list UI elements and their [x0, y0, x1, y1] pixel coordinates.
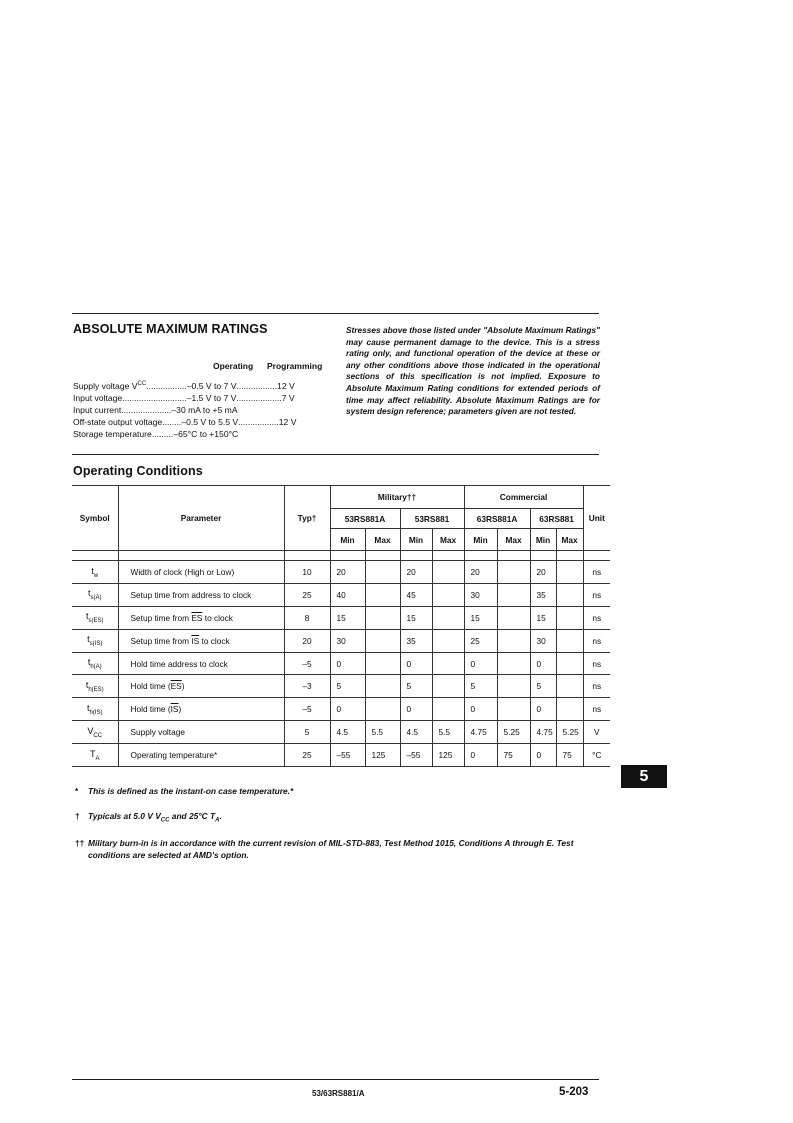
- table-row: [72, 629, 610, 652]
- value-cell: [365, 629, 400, 652]
- parameter-cell: Hold time $(\overline{IS})$: [118, 698, 284, 721]
- amr-row: [73, 393, 335, 403]
- value-cell: 0: [530, 698, 556, 721]
- unit-cell: °C: [583, 744, 610, 767]
- value-cell: [497, 652, 530, 675]
- value-cell: [556, 606, 583, 629]
- col-min: Min: [400, 529, 432, 551]
- value-cell: 5.25: [556, 721, 583, 744]
- col-unit: Unit: [583, 486, 610, 551]
- amr-programming-value: 12 V: [278, 417, 297, 427]
- amr-label: Storage temperature: [73, 429, 152, 439]
- col-53rs881: 53RS881: [400, 509, 464, 529]
- value-cell: –55: [400, 744, 432, 767]
- parameter-cell: Setup time from $\overline{ES}$ to clock: [118, 606, 284, 629]
- value-cell: 5: [330, 675, 365, 698]
- symbol-cell: $t_{s(IS)}$: [72, 629, 118, 652]
- col-military: Military††: [330, 486, 464, 509]
- col-min: Min: [530, 529, 556, 551]
- value-cell: 0: [400, 652, 432, 675]
- value-cell: 15: [464, 606, 497, 629]
- stress-note: Stresses above those listed under "Absolute Maximum Ratings" may cause permanent damage to the device. This is a stress rating only, and functional operation of the device at these or any other conditions above those indicated in the operational sections of this specification is not implied. Exposure to Absolute Maximum Rating conditions for extended periods of time may affect reliability. Absolute Maximum Ratings are for system design reference; parameters given are not tested.: [346, 325, 600, 417]
- typ-cell: –5: [284, 652, 330, 675]
- symbol-cell: $t_w$: [72, 561, 118, 584]
- value-cell: 0: [400, 698, 432, 721]
- parameter-cell: Hold time address to clock: [118, 652, 284, 675]
- note-2: [75, 811, 222, 824]
- symbol-cell: $t_{h(ES)}$: [72, 675, 118, 698]
- oc-title: Operating Conditions: [73, 464, 203, 478]
- value-cell: 5.25: [497, 721, 530, 744]
- section-rule: [72, 454, 599, 455]
- amr-dots: ...................: [236, 393, 282, 403]
- value-cell: 0: [530, 652, 556, 675]
- typ-cell: –5: [284, 698, 330, 721]
- value-cell: [556, 629, 583, 652]
- value-cell: [497, 606, 530, 629]
- value-cell: 5.5: [432, 721, 464, 744]
- symbol-cell: $t_{s(A)}$: [72, 583, 118, 606]
- amr-row: [73, 417, 335, 427]
- value-cell: [556, 698, 583, 721]
- value-cell: 0: [330, 652, 365, 675]
- table-row: [72, 583, 610, 606]
- value-cell: [365, 583, 400, 606]
- value-cell: 5: [530, 675, 556, 698]
- value-cell: [365, 652, 400, 675]
- col-53rs881a: 53RS881A: [330, 509, 400, 529]
- table-row: [72, 721, 610, 744]
- unit-cell: ns: [583, 675, 610, 698]
- table-row: [72, 652, 610, 675]
- amr-label: Off-state output voltage: [73, 417, 163, 427]
- value-cell: [365, 606, 400, 629]
- value-cell: 4.75: [464, 721, 497, 744]
- value-cell: [432, 675, 464, 698]
- value-cell: [432, 652, 464, 675]
- unit-cell: ns: [583, 583, 610, 606]
- note-2-text-a: Typicals at 5.0 V V: [88, 811, 161, 821]
- amr-label-sub: CC: [137, 381, 147, 387]
- value-cell: 4.5: [330, 721, 365, 744]
- value-cell: [432, 606, 464, 629]
- value-cell: 20: [400, 561, 432, 584]
- value-cell: [497, 698, 530, 721]
- parameter-cell: Operating temperature*: [118, 744, 284, 767]
- value-cell: 15: [400, 606, 432, 629]
- amr-dots: .................: [236, 381, 278, 391]
- section-tab: 5: [621, 765, 667, 788]
- table-row: [72, 561, 610, 584]
- parameter-cell: Setup time from address to clock: [118, 583, 284, 606]
- value-cell: 35: [400, 629, 432, 652]
- typ-cell: –3: [284, 675, 330, 698]
- col-max: Max: [432, 529, 464, 551]
- amr-label: Input voltage: [73, 393, 123, 403]
- amr-dots: .........: [151, 429, 174, 439]
- amr-row: [73, 405, 335, 415]
- value-cell: 15: [530, 606, 556, 629]
- top-rule: [72, 313, 599, 314]
- value-cell: 4.75: [530, 721, 556, 744]
- amr-label: Input current: [73, 405, 122, 415]
- amr-programming-value: 7 V: [281, 393, 295, 403]
- value-cell: 15: [330, 606, 365, 629]
- typ-cell: 10: [284, 561, 330, 584]
- value-cell: [497, 675, 530, 698]
- value-cell: 125: [365, 744, 400, 767]
- amr-dots: .................: [238, 417, 279, 427]
- footer-page-number: 5-203: [559, 1086, 589, 1098]
- value-cell: [497, 561, 530, 584]
- col-symbol: Symbol: [72, 486, 118, 551]
- value-cell: 75: [556, 744, 583, 767]
- value-cell: 20: [464, 561, 497, 584]
- value-cell: [556, 561, 583, 584]
- note-3: [75, 837, 605, 861]
- col-max: Max: [365, 529, 400, 551]
- amr-operating-value: –0.5 V to 7 V: [186, 381, 237, 391]
- amr-row: [73, 429, 335, 439]
- amr-operating-value: –1.5 V to 7 V: [186, 393, 237, 403]
- value-cell: [365, 698, 400, 721]
- value-cell: 0: [464, 652, 497, 675]
- note-1: [75, 786, 293, 796]
- value-cell: [432, 561, 464, 584]
- value-cell: 0: [464, 698, 497, 721]
- amr-operating-value: –65°C to +150°C: [173, 429, 239, 439]
- symbol-cell: $t_{h(A)}$: [72, 652, 118, 675]
- amr-programming-value: 12 V: [277, 381, 295, 391]
- operating-conditions-table: [72, 485, 610, 767]
- col-max: Max: [497, 529, 530, 551]
- unit-cell: ns: [583, 561, 610, 584]
- value-cell: [432, 629, 464, 652]
- col-max: Max: [556, 529, 583, 551]
- value-cell: 4.5: [400, 721, 432, 744]
- note-3-mark: ††: [75, 838, 85, 848]
- value-cell: 5.5: [365, 721, 400, 744]
- amr-dots: ........: [162, 417, 182, 427]
- value-cell: 0: [330, 698, 365, 721]
- value-cell: 125: [432, 744, 464, 767]
- note-1-text: This is defined as the instant-on case temperature.*: [88, 786, 294, 796]
- amr-dots: .................: [146, 381, 187, 391]
- amr-dots: .....................: [121, 405, 172, 415]
- value-cell: 20: [530, 561, 556, 584]
- note-2-mark: †: [75, 811, 80, 821]
- typ-cell: 25: [284, 583, 330, 606]
- value-cell: [497, 629, 530, 652]
- symbol-cell: $T_A$: [72, 744, 118, 767]
- amr-title: ABSOLUTE MAXIMUM RATINGS: [73, 322, 268, 336]
- col-typ: Typ†: [284, 486, 330, 551]
- col-min: Min: [464, 529, 497, 551]
- col-63rs881: 63RS881: [530, 509, 583, 529]
- unit-cell: ns: [583, 698, 610, 721]
- note-2-sub-a: A: [215, 817, 220, 824]
- note-3-text: Military burn-in is in accordance with the current revision of MIL-STD-883, Test Method 1015, Conditions A through E. Test conditions are selected at AMD's option.: [88, 838, 574, 860]
- value-cell: [432, 583, 464, 606]
- parameter-cell: Width of clock (High or Low): [118, 561, 284, 584]
- col-parameter: Parameter: [118, 486, 284, 551]
- amr-label: Supply voltage V: [73, 381, 138, 391]
- value-cell: 75: [497, 744, 530, 767]
- value-cell: –55: [330, 744, 365, 767]
- col-min: Min: [330, 529, 365, 551]
- unit-cell: ns: [583, 629, 610, 652]
- amr-operating-value: –30 mA to +5 mA: [171, 405, 238, 415]
- unit-cell: ns: [583, 606, 610, 629]
- typ-cell: 8: [284, 606, 330, 629]
- value-cell: 30: [330, 629, 365, 652]
- value-cell: 5: [400, 675, 432, 698]
- value-cell: [556, 675, 583, 698]
- unit-cell: V: [583, 721, 610, 744]
- value-cell: [432, 698, 464, 721]
- col-commercial: Commercial: [464, 486, 583, 509]
- table-row: [72, 744, 610, 767]
- table-row: [72, 606, 610, 629]
- typ-cell: 5: [284, 721, 330, 744]
- parameter-cell: Supply voltage: [118, 721, 284, 744]
- table-row: [72, 698, 610, 721]
- value-cell: [365, 561, 400, 584]
- unit-cell: ns: [583, 652, 610, 675]
- col-63rs881a: 63RS881A: [464, 509, 530, 529]
- value-cell: 25: [464, 629, 497, 652]
- value-cell: 45: [400, 583, 432, 606]
- table-row: [72, 675, 610, 698]
- symbol-cell: $V_{CC}$: [72, 721, 118, 744]
- value-cell: [365, 675, 400, 698]
- note-2-text-c: .: [219, 811, 222, 821]
- footer-rule: [72, 1079, 599, 1080]
- amr-operating-value: –0.5 V to 5.5 V: [181, 417, 239, 427]
- note-1-mark: *: [75, 786, 79, 796]
- symbol-cell: $t_{h(IS)}$: [72, 698, 118, 721]
- parameter-cell: Hold time $(\overline{ES})$: [118, 675, 284, 698]
- value-cell: 30: [530, 629, 556, 652]
- value-cell: 5: [464, 675, 497, 698]
- amr-col-programming: Programming: [267, 361, 323, 371]
- value-cell: 0: [530, 744, 556, 767]
- value-cell: [497, 583, 530, 606]
- amr-col-operating: Operating: [213, 361, 254, 371]
- value-cell: 0: [464, 744, 497, 767]
- value-cell: [556, 652, 583, 675]
- footer-part-number: 53/63RS881/A: [312, 1089, 365, 1098]
- amr-row: [73, 381, 335, 391]
- typ-cell: 25: [284, 744, 330, 767]
- amr-dots: ...........................: [122, 393, 187, 403]
- typ-cell: 20: [284, 629, 330, 652]
- value-cell: [556, 583, 583, 606]
- value-cell: 30: [464, 583, 497, 606]
- value-cell: 20: [330, 561, 365, 584]
- value-cell: 35: [530, 583, 556, 606]
- note-2-text-b: and 25°C T: [169, 811, 216, 821]
- value-cell: 40: [330, 583, 365, 606]
- note-2-sub-cc: CC: [160, 817, 170, 824]
- oc-body: [72, 561, 610, 767]
- symbol-cell: $t_{s(ES)}$: [72, 606, 118, 629]
- parameter-cell: Setup time from $\overline{IS}$ to clock: [118, 629, 284, 652]
